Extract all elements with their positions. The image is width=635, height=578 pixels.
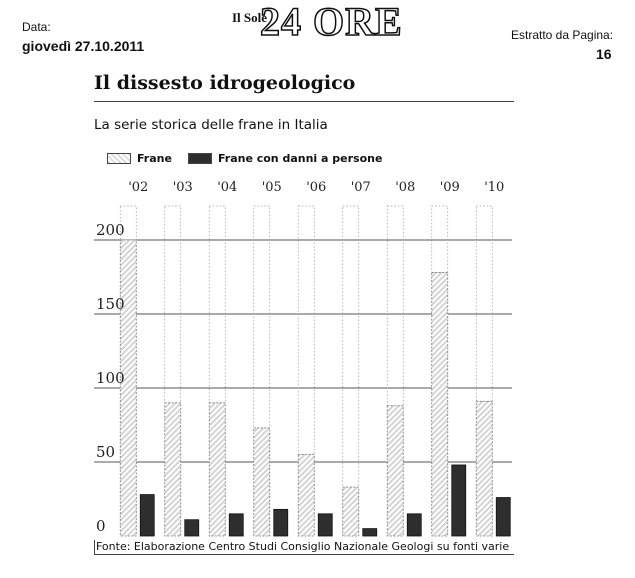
x-tick-label: '10 (484, 180, 505, 195)
bar-frane (298, 455, 314, 536)
bar-danni (318, 514, 332, 536)
bar-outline-frane (476, 206, 492, 401)
bar-danni (363, 529, 377, 536)
bar-danni (452, 465, 466, 536)
bar-frane (343, 487, 359, 536)
x-tick-label: '07 (350, 180, 371, 195)
bar-frane (387, 406, 403, 536)
x-tick-label: '08 (395, 180, 416, 195)
source-vertical-rule (94, 540, 95, 554)
bar-frane (476, 401, 492, 536)
x-tick-label: '09 (439, 180, 460, 195)
bar-layer (120, 206, 510, 536)
bar-frane (165, 403, 181, 536)
bar-outline-frane (165, 206, 181, 403)
x-tick-label: '04 (217, 180, 238, 195)
bar-frane (120, 240, 136, 536)
bar-frane (209, 403, 225, 536)
source-divider (94, 554, 514, 555)
masthead-small: Il Sole (232, 10, 268, 25)
bar-danni (274, 509, 288, 536)
bar-outline-frane (343, 206, 359, 487)
x-tick-label: '05 (261, 180, 282, 195)
grid-layer (94, 240, 512, 462)
legend-label-frane: Frane (137, 152, 172, 165)
bar-frane (254, 428, 270, 536)
bar-outline-frane (432, 206, 448, 273)
page-label: Estratto da Pagina: (511, 28, 614, 42)
article-subtitle: La serie storica delle frane in Italia (94, 117, 328, 133)
page-number: 16 (596, 46, 612, 62)
bar-outline-frane (209, 206, 225, 403)
bar-outline-frane (387, 206, 403, 406)
date-label: Data: (22, 20, 51, 34)
bar-danni (185, 520, 199, 536)
bar-danni (407, 514, 421, 536)
bar-outline-frane (298, 206, 314, 455)
x-tick-label: '02 (128, 180, 149, 195)
x-tick-label: '03 (172, 180, 193, 195)
masthead-big: 24 ORE (260, 0, 403, 44)
y-tick-label: 200 (96, 221, 125, 239)
bar-danni (229, 514, 243, 536)
bar-danni (496, 498, 510, 536)
y-tick-label: 50 (96, 443, 116, 461)
source-note: Fonte: Elaborazione Centro Studi Consiglio Nazionale Geologi su fonti varie (96, 540, 510, 553)
legend-label-danni: Frane con danni a persone (217, 152, 383, 165)
bar-danni (140, 495, 154, 536)
x-tick-label: '06 (306, 180, 327, 195)
article-title: Il dissesto idrogeologico (94, 72, 356, 94)
y-tick-label: 150 (96, 295, 125, 313)
y-tick-label: 0 (96, 517, 106, 535)
date-value: giovedì 27.10.2011 (22, 38, 145, 54)
bar-frane (432, 273, 448, 536)
y-tick-label: 100 (96, 369, 125, 387)
bar-outline-frane (254, 206, 270, 428)
